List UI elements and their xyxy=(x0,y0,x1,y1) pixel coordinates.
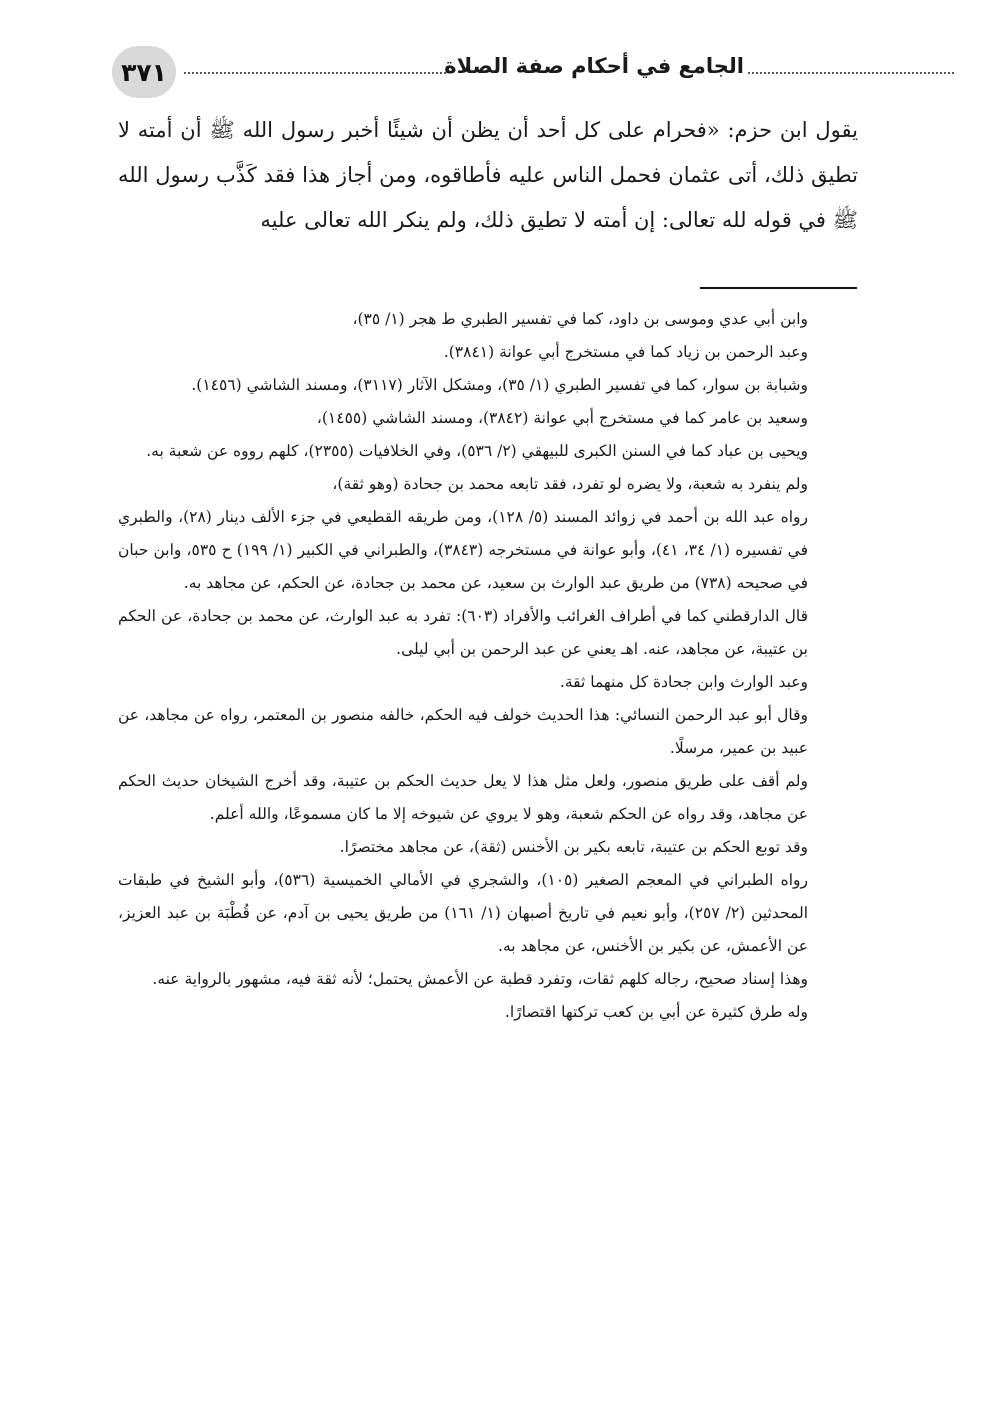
footnote-line: ولم أقف على طريق منصور، ولعل مثل هذا لا يعل حديث الحكم بن عتيبة، وقد أخرج الشيخان حديث الحكم عن مجاهد، وقد رواه عن الحكم شعبة، وهو لا يروي عن شيوخه إلا ما كان مسموعًا، والله أعلم. xyxy=(118,772,808,823)
footnotes-block xyxy=(118,303,808,1029)
running-header xyxy=(112,46,857,98)
book-title: الجامع في أحكام صفة الصلاة xyxy=(444,54,744,78)
footnote-line: وقال أبو عبد الرحمن النسائي: هذا الحديث خولف فيه الحكم، خالفه منصور بن المعتمر، رواه عن مجاهد، عن عبيد بن عمير، مرسلًا. xyxy=(118,706,808,757)
footnote-line: وله طرق كثيرة عن أبي بن كعب تركتها اقتصارًا. xyxy=(504,1003,808,1021)
footnote-line: ولم ينفرد به شعبة، ولا يضره لو تفرد، فقد تابعه محمد بن جحادة (وهو ثقة)، xyxy=(332,475,808,493)
footnote-line: وسعيد بن عامر كما في مستخرج أبي عوانة (٣٨٤٢)، ومسند الشاشي (١٤٥٥)، xyxy=(316,409,808,427)
footnote-line: وهذا إسناد صحيح، رجاله كلهم ثقات، وتفرد قطبة عن الأعمش يحتمل؛ لأنه ثقة فيه، مشهور بالرواية عنه. xyxy=(152,970,808,988)
footnote-line: وابن أبي عدي وموسى بن داود، كما في تفسير الطبري ط هجر (١/ ٣٥)، xyxy=(352,310,808,328)
footnote-line: قال الدارقطني كما في أطراف الغرائب والأفراد (٦٠٣): تفرد به عبد الوارث، عن محمد بن جحادة، عن الحكم بن عتيبة، عن مجاهد، عنه. اهـ يعني عن عبد الرحمن بن أبي ليلى. xyxy=(118,607,808,658)
footnote-line: وقد توبع الحكم بن عتيبة، تابعه بكير بن الأخنس (ثقة)، عن مجاهد مختصرًا. xyxy=(339,838,808,856)
footnote-line: وعبد الرحمن بن زياد كما في مستخرج أبي عوانة (٣٨٤١). xyxy=(443,343,808,361)
main-paragraph: يقول ابن حزم: «فحرام على كل أحد أن يظن أن شيئًا أخبر رسول الله ﷺ أن أمته لا تطيق ذلك، أتى عثمان فحمل الناس عليه فأطاقوه، ومن أجاز هذا فقد كَذَّب رسول الله ﷺ في قوله لله تعالى: إن أمته لا تطيق ذلك، ولم ينكر الله تعالى عليه xyxy=(118,118,858,232)
footnote-separator xyxy=(700,287,857,289)
main-body-text xyxy=(118,108,858,243)
footnote-line: رواه عبد الله بن أحمد في زوائد المسند (٥/ ١٢٨)، ومن طريقه القطيعي في جزء الألف دينار (٢٨)، والطبري في تفسيره (١/ ٣٤، ٤١)، وأبو عوانة في مستخرجه (٣٨٤٣)، والطبراني في الكبير (١/ ١٩٩) ح ٥٣٥، وابن حبان في صحيحه (٧٣٨) من طريق عبد الوارث بن سعيد، عن محمد بن جحادة، عن الحكم، عن مجاهد به. xyxy=(118,508,808,592)
header-dotted-rule-left xyxy=(184,72,446,74)
header-dotted-rule-right xyxy=(748,72,954,74)
footnote-line: وشبابة بن سوار، كما في تفسير الطبري (١/ ٣٥)، ومشكل الآثار (٣١١٧)، ومسند الشاشي (١٤٥٦). xyxy=(191,376,808,394)
page-number: ٣٧١ xyxy=(112,46,176,98)
footnote-line: وعبد الوارث وابن جحادة كل منهما ثقة. xyxy=(559,673,808,691)
footnote-line: رواه الطبراني في المعجم الصغير (١٠٥)، والشجري في الأمالي الخميسية (٥٣٦)، وأبو الشيخ في طبقات المحدثين (٢/ ٢٥٧)، وأبو نعيم في تاريخ أصبهان (١/ ١٦١) من طريق يحيى بن آدم، عن قُطْبَة بن عبد العزيز، عن الأعمش، عن بكير بن الأخنس، عن مجاهد به. xyxy=(118,871,809,955)
footnote-line: ويحيى بن عباد كما في السنن الكبرى للبيهقي (٢/ ٥٣٦)، وفي الخلافيات (٢٣٥٥)، كلهم رووه عن شعبة به. xyxy=(146,442,808,460)
